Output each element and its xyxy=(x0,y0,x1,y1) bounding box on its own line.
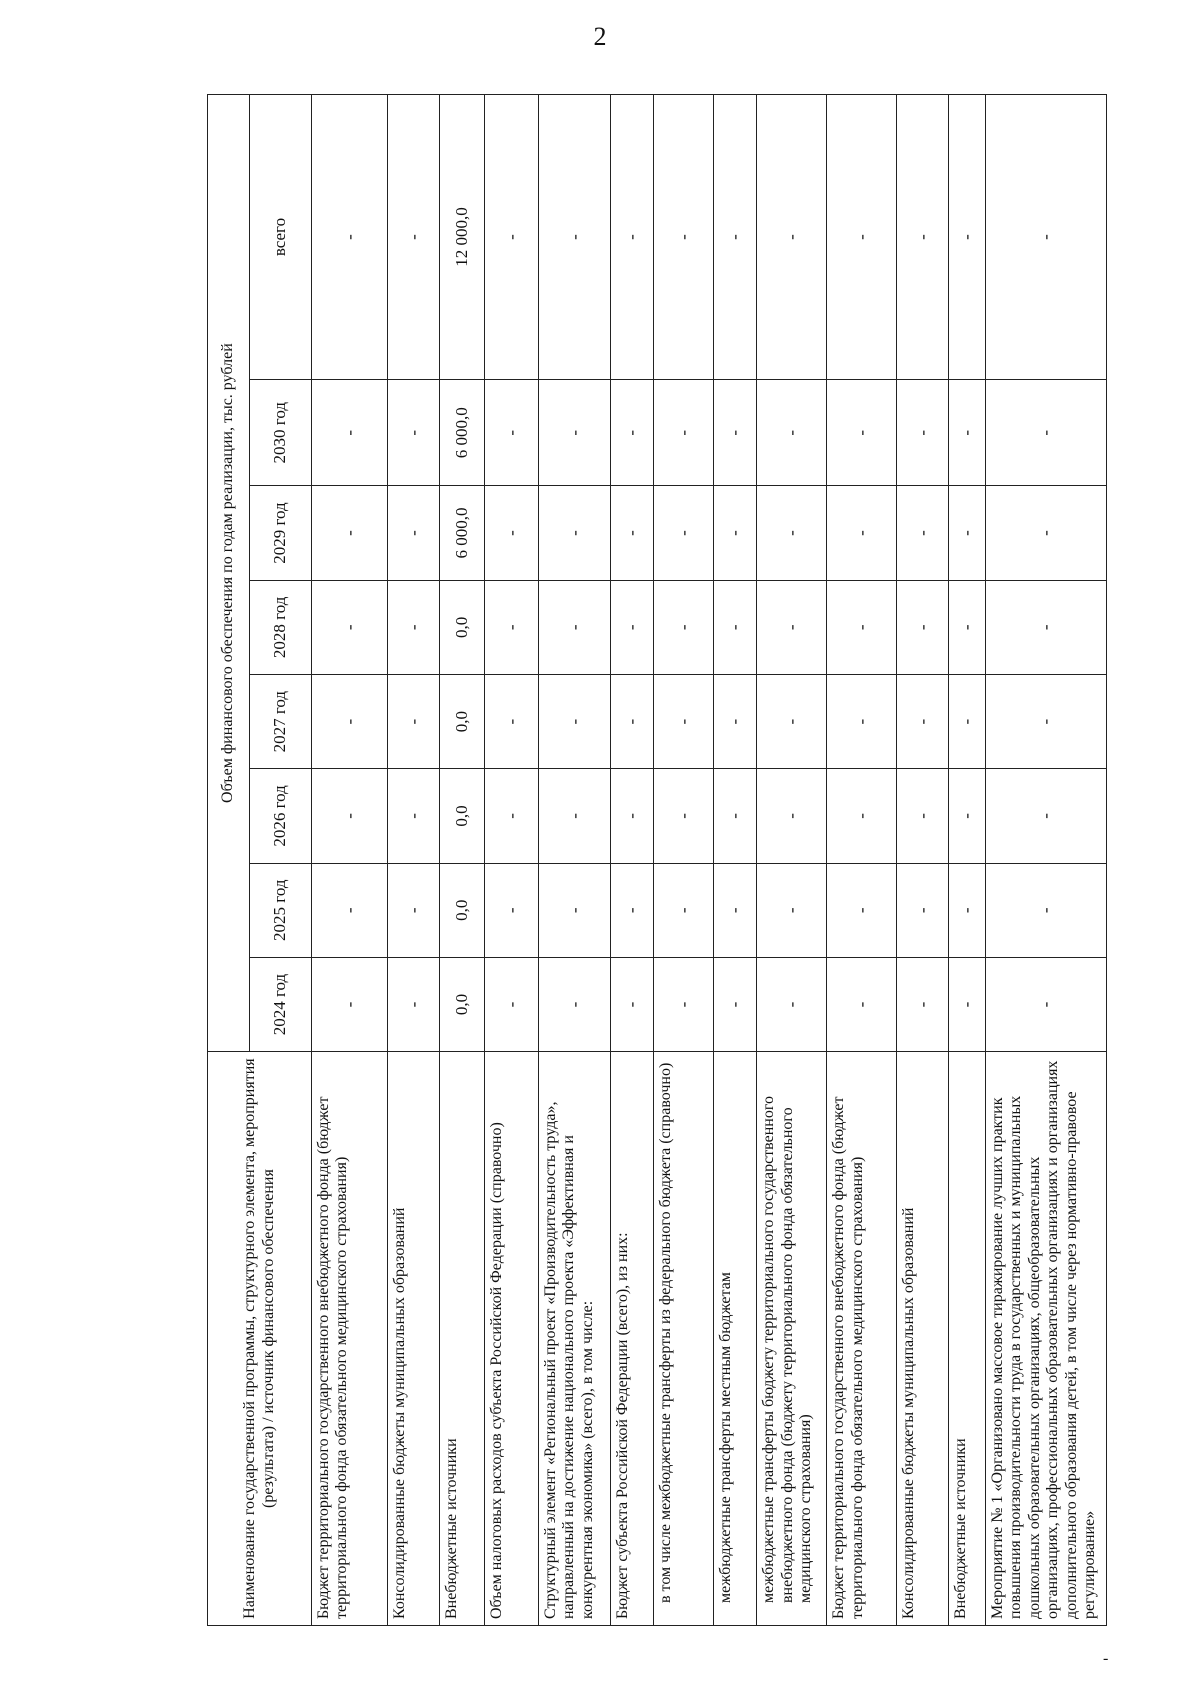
value-cell: - xyxy=(713,380,756,486)
value-cell: - xyxy=(948,957,985,1051)
value-cell: 12 000,0 xyxy=(439,95,484,380)
value-cell: 6 000,0 xyxy=(439,380,484,486)
value-cell: - xyxy=(610,95,653,380)
value-cell: - xyxy=(654,769,714,863)
value-cell: - xyxy=(485,380,539,486)
value-cell: - xyxy=(538,674,610,768)
value-cell: - xyxy=(312,580,388,674)
row-label: Бюджет субъекта Российской Федерации (всего), из них: xyxy=(610,1052,653,1626)
value-cell: - xyxy=(827,957,897,1051)
header-year-6: 2030 год xyxy=(250,380,312,486)
value-cell: - xyxy=(654,674,714,768)
row-label: Консолидированные бюджеты муниципальных образований xyxy=(897,1052,949,1626)
header-year-0: 2024 год xyxy=(250,957,312,1051)
row-label: Мероприятие № 1 «Организовано массовое тиражирование лучших практик повышения производительности труда в государственных и муниципальных дошкольных образовательных организациях, общеобразовательных организациях, профессиональных образовательных организациях и организациях дополнительного образования детей, в том числе через нормативно-правовое регулирование» xyxy=(985,1052,1106,1626)
value-cell: - xyxy=(757,95,827,380)
value-cell: - xyxy=(654,95,714,380)
table-row xyxy=(312,95,388,1626)
header-year-4: 2028 год xyxy=(250,580,312,674)
value-cell: - xyxy=(757,957,827,1051)
value-cell: - xyxy=(827,769,897,863)
value-cell: - xyxy=(610,580,653,674)
value-cell: - xyxy=(538,863,610,957)
value-cell: - xyxy=(654,380,714,486)
row-label: Бюджет территориального государственного внебюджетного фонда (бюджет территориального фонда обязательного медицинского страхования) xyxy=(312,1052,388,1626)
value-cell: - xyxy=(654,957,714,1051)
value-cell: - xyxy=(485,486,539,580)
value-cell: - xyxy=(312,957,388,1051)
page-number: 2 xyxy=(593,22,607,51)
header-year-3: 2027 год xyxy=(250,674,312,768)
row-label: межбюджетные трансферты бюджету территориального государственного внебюджетного фонда (бюджету территориального фонда обязательного медицинского страхования) xyxy=(757,1052,827,1626)
value-cell: - xyxy=(388,863,440,957)
value-cell: - xyxy=(827,674,897,768)
value-cell: - xyxy=(985,769,1106,863)
value-cell: - xyxy=(312,863,388,957)
value-cell: - xyxy=(827,486,897,580)
row-label: Объем налоговых расходов субъекта Российской Федерации (справочно) xyxy=(485,1052,539,1626)
value-cell: 0,0 xyxy=(439,580,484,674)
value-cell: - xyxy=(654,486,714,580)
value-cell: - xyxy=(312,380,388,486)
row-label: Структурный элемент «Региональный проект «Производительность труда», направленный на достижение национального проекта «Эффективная и конкурентная экономика» (всего), в том числе: xyxy=(538,1052,610,1626)
value-cell: - xyxy=(654,863,714,957)
value-cell: - xyxy=(897,580,949,674)
value-cell: - xyxy=(485,769,539,863)
table-row xyxy=(897,95,949,1626)
table-row xyxy=(388,95,440,1626)
value-cell: - xyxy=(897,486,949,580)
value-cell: - xyxy=(610,674,653,768)
row-label: Бюджет территориального государственного внебюджетного фонда (бюджет территориального фонда обязательного медицинского страхования) xyxy=(827,1052,897,1626)
value-cell: - xyxy=(757,486,827,580)
value-cell: - xyxy=(538,769,610,863)
value-cell: - xyxy=(827,863,897,957)
header-year-2: 2026 год xyxy=(250,769,312,863)
value-cell: - xyxy=(757,863,827,957)
value-cell: 6 000,0 xyxy=(439,486,484,580)
value-cell: - xyxy=(610,957,653,1051)
header-financing-group: Объем финансового обеспечения по годам реализации, тыс. рублей xyxy=(208,95,250,1052)
value-cell: - xyxy=(485,95,539,380)
value-cell: - xyxy=(538,380,610,486)
value-cell: - xyxy=(948,380,985,486)
value-cell: - xyxy=(757,769,827,863)
value-cell: - xyxy=(948,769,985,863)
value-cell: - xyxy=(948,580,985,674)
value-cell: - xyxy=(713,580,756,674)
value-cell: - xyxy=(485,863,539,957)
value-cell: - xyxy=(948,674,985,768)
table-row xyxy=(827,95,897,1626)
value-cell: - xyxy=(713,674,756,768)
value-cell: - xyxy=(388,769,440,863)
value-cell: 0,0 xyxy=(439,957,484,1051)
value-cell: - xyxy=(388,95,440,380)
value-cell: 0,0 xyxy=(439,674,484,768)
value-cell: - xyxy=(827,580,897,674)
value-cell: - xyxy=(948,486,985,580)
value-cell: - xyxy=(312,95,388,380)
table-row xyxy=(948,95,985,1626)
table-row xyxy=(654,95,714,1626)
value-cell: - xyxy=(985,580,1106,674)
value-cell: - xyxy=(713,95,756,380)
value-cell: - xyxy=(485,580,539,674)
table-row xyxy=(757,95,827,1626)
value-cell: - xyxy=(388,957,440,1051)
value-cell: - xyxy=(388,486,440,580)
value-cell: - xyxy=(485,674,539,768)
value-cell: - xyxy=(538,957,610,1051)
value-cell: - xyxy=(948,95,985,380)
value-cell: - xyxy=(897,95,949,380)
row-label: Внебюджетные источники xyxy=(948,1052,985,1626)
value-cell: - xyxy=(897,769,949,863)
value-cell: - xyxy=(610,863,653,957)
value-cell: - xyxy=(757,674,827,768)
header-year-7: всего xyxy=(250,95,312,380)
header-name-column: Наименование государственной программы, структурного элемента, мероприятия (результата) / источник финансового обеспечения xyxy=(208,1052,312,1626)
value-cell: - xyxy=(713,486,756,580)
value-cell: - xyxy=(827,380,897,486)
value-cell: - xyxy=(388,380,440,486)
table-row xyxy=(713,95,756,1626)
value-cell: - xyxy=(713,863,756,957)
value-cell: - xyxy=(312,674,388,768)
value-cell: - xyxy=(985,674,1106,768)
table-row xyxy=(610,95,653,1626)
value-cell: - xyxy=(610,769,653,863)
value-cell: - xyxy=(610,486,653,580)
rotated-page-content xyxy=(207,94,1107,1626)
value-cell: - xyxy=(827,95,897,380)
table-row xyxy=(538,95,610,1626)
value-cell: - xyxy=(897,863,949,957)
value-cell: - xyxy=(485,957,539,1051)
value-cell: - xyxy=(985,380,1106,486)
value-cell: - xyxy=(654,580,714,674)
bottom-mark: - xyxy=(1103,1650,1109,1667)
value-cell: - xyxy=(713,769,756,863)
value-cell: - xyxy=(897,957,949,1051)
value-cell: 0,0 xyxy=(439,863,484,957)
value-cell: - xyxy=(897,674,949,768)
value-cell: - xyxy=(948,863,985,957)
row-label: в том числе межбюджетные трансферты из федерального бюджета (справочно) xyxy=(654,1052,714,1626)
table-row xyxy=(485,95,539,1626)
value-cell: 0,0 xyxy=(439,769,484,863)
value-cell: - xyxy=(610,380,653,486)
value-cell: - xyxy=(713,957,756,1051)
row-label: межбюджетные трансферты местным бюджетам xyxy=(713,1052,756,1626)
value-cell: - xyxy=(985,95,1106,380)
table-row xyxy=(985,95,1106,1626)
value-cell: - xyxy=(312,769,388,863)
value-cell: - xyxy=(538,580,610,674)
table-row xyxy=(439,95,484,1626)
financing-table xyxy=(207,94,1107,1626)
header-year-1: 2025 год xyxy=(250,863,312,957)
value-cell: - xyxy=(897,380,949,486)
rotated-table-container xyxy=(207,94,1107,1626)
value-cell: - xyxy=(985,863,1106,957)
value-cell: - xyxy=(538,486,610,580)
value-cell: - xyxy=(388,580,440,674)
value-cell: - xyxy=(757,580,827,674)
header-year-5: 2029 год xyxy=(250,486,312,580)
value-cell: - xyxy=(312,486,388,580)
value-cell: - xyxy=(985,957,1106,1051)
row-label: Консолидированные бюджеты муниципальных образований xyxy=(388,1052,440,1626)
value-cell: - xyxy=(388,674,440,768)
value-cell: - xyxy=(538,95,610,380)
value-cell: - xyxy=(985,486,1106,580)
value-cell: - xyxy=(757,380,827,486)
row-label: Внебюджетные источники xyxy=(439,1052,484,1626)
